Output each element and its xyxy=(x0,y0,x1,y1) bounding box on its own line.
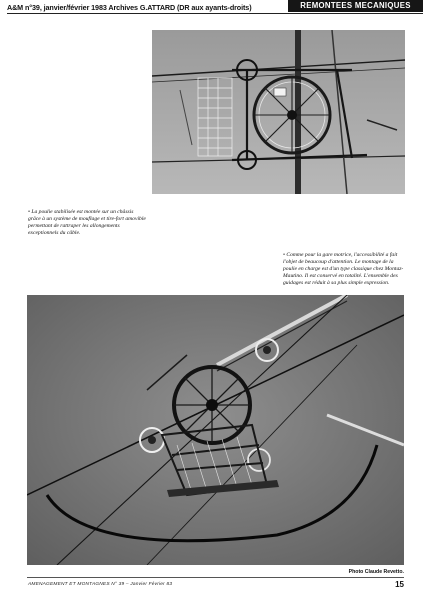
loaded-pulley-photo xyxy=(27,295,404,565)
pulley-frame-illustration xyxy=(152,30,405,194)
footer-rule xyxy=(27,577,404,578)
caption-right: • Comme pour la gare motrice, l'accessibilité a fait l'objet de beaucoup d'attention. Le montage de la poulie en charge est d'un type classique chez Montaz-Mautino. Il est conservé en totalité. L'ensemble des guidages est réduit à sa plus simple expression. xyxy=(283,252,404,286)
header-rule xyxy=(7,13,423,14)
photo-credit: Photo Claude Revetto. xyxy=(348,569,404,575)
loaded-pulley-illustration xyxy=(27,295,404,565)
page-number: 15 xyxy=(395,580,404,589)
pulley-frame-photo xyxy=(152,30,405,194)
section-banner: REMONTEES MECANIQUES xyxy=(288,0,423,12)
issue-header: A&M n°39, janvier/février 1983 Archives G.ATTARD (DR aux ayants-droits) xyxy=(7,3,252,12)
caption-left: • La poulie stabilisée est montée sur un châssis grâce à un système de mouflage et tire-fort amovible permettant de rattraper les allongements exceptionnels du câble. xyxy=(28,209,146,236)
footer-running-title: AMENAGEMENT ET MONTAGNES N° 39 – Janvier Février 83 xyxy=(28,582,173,587)
